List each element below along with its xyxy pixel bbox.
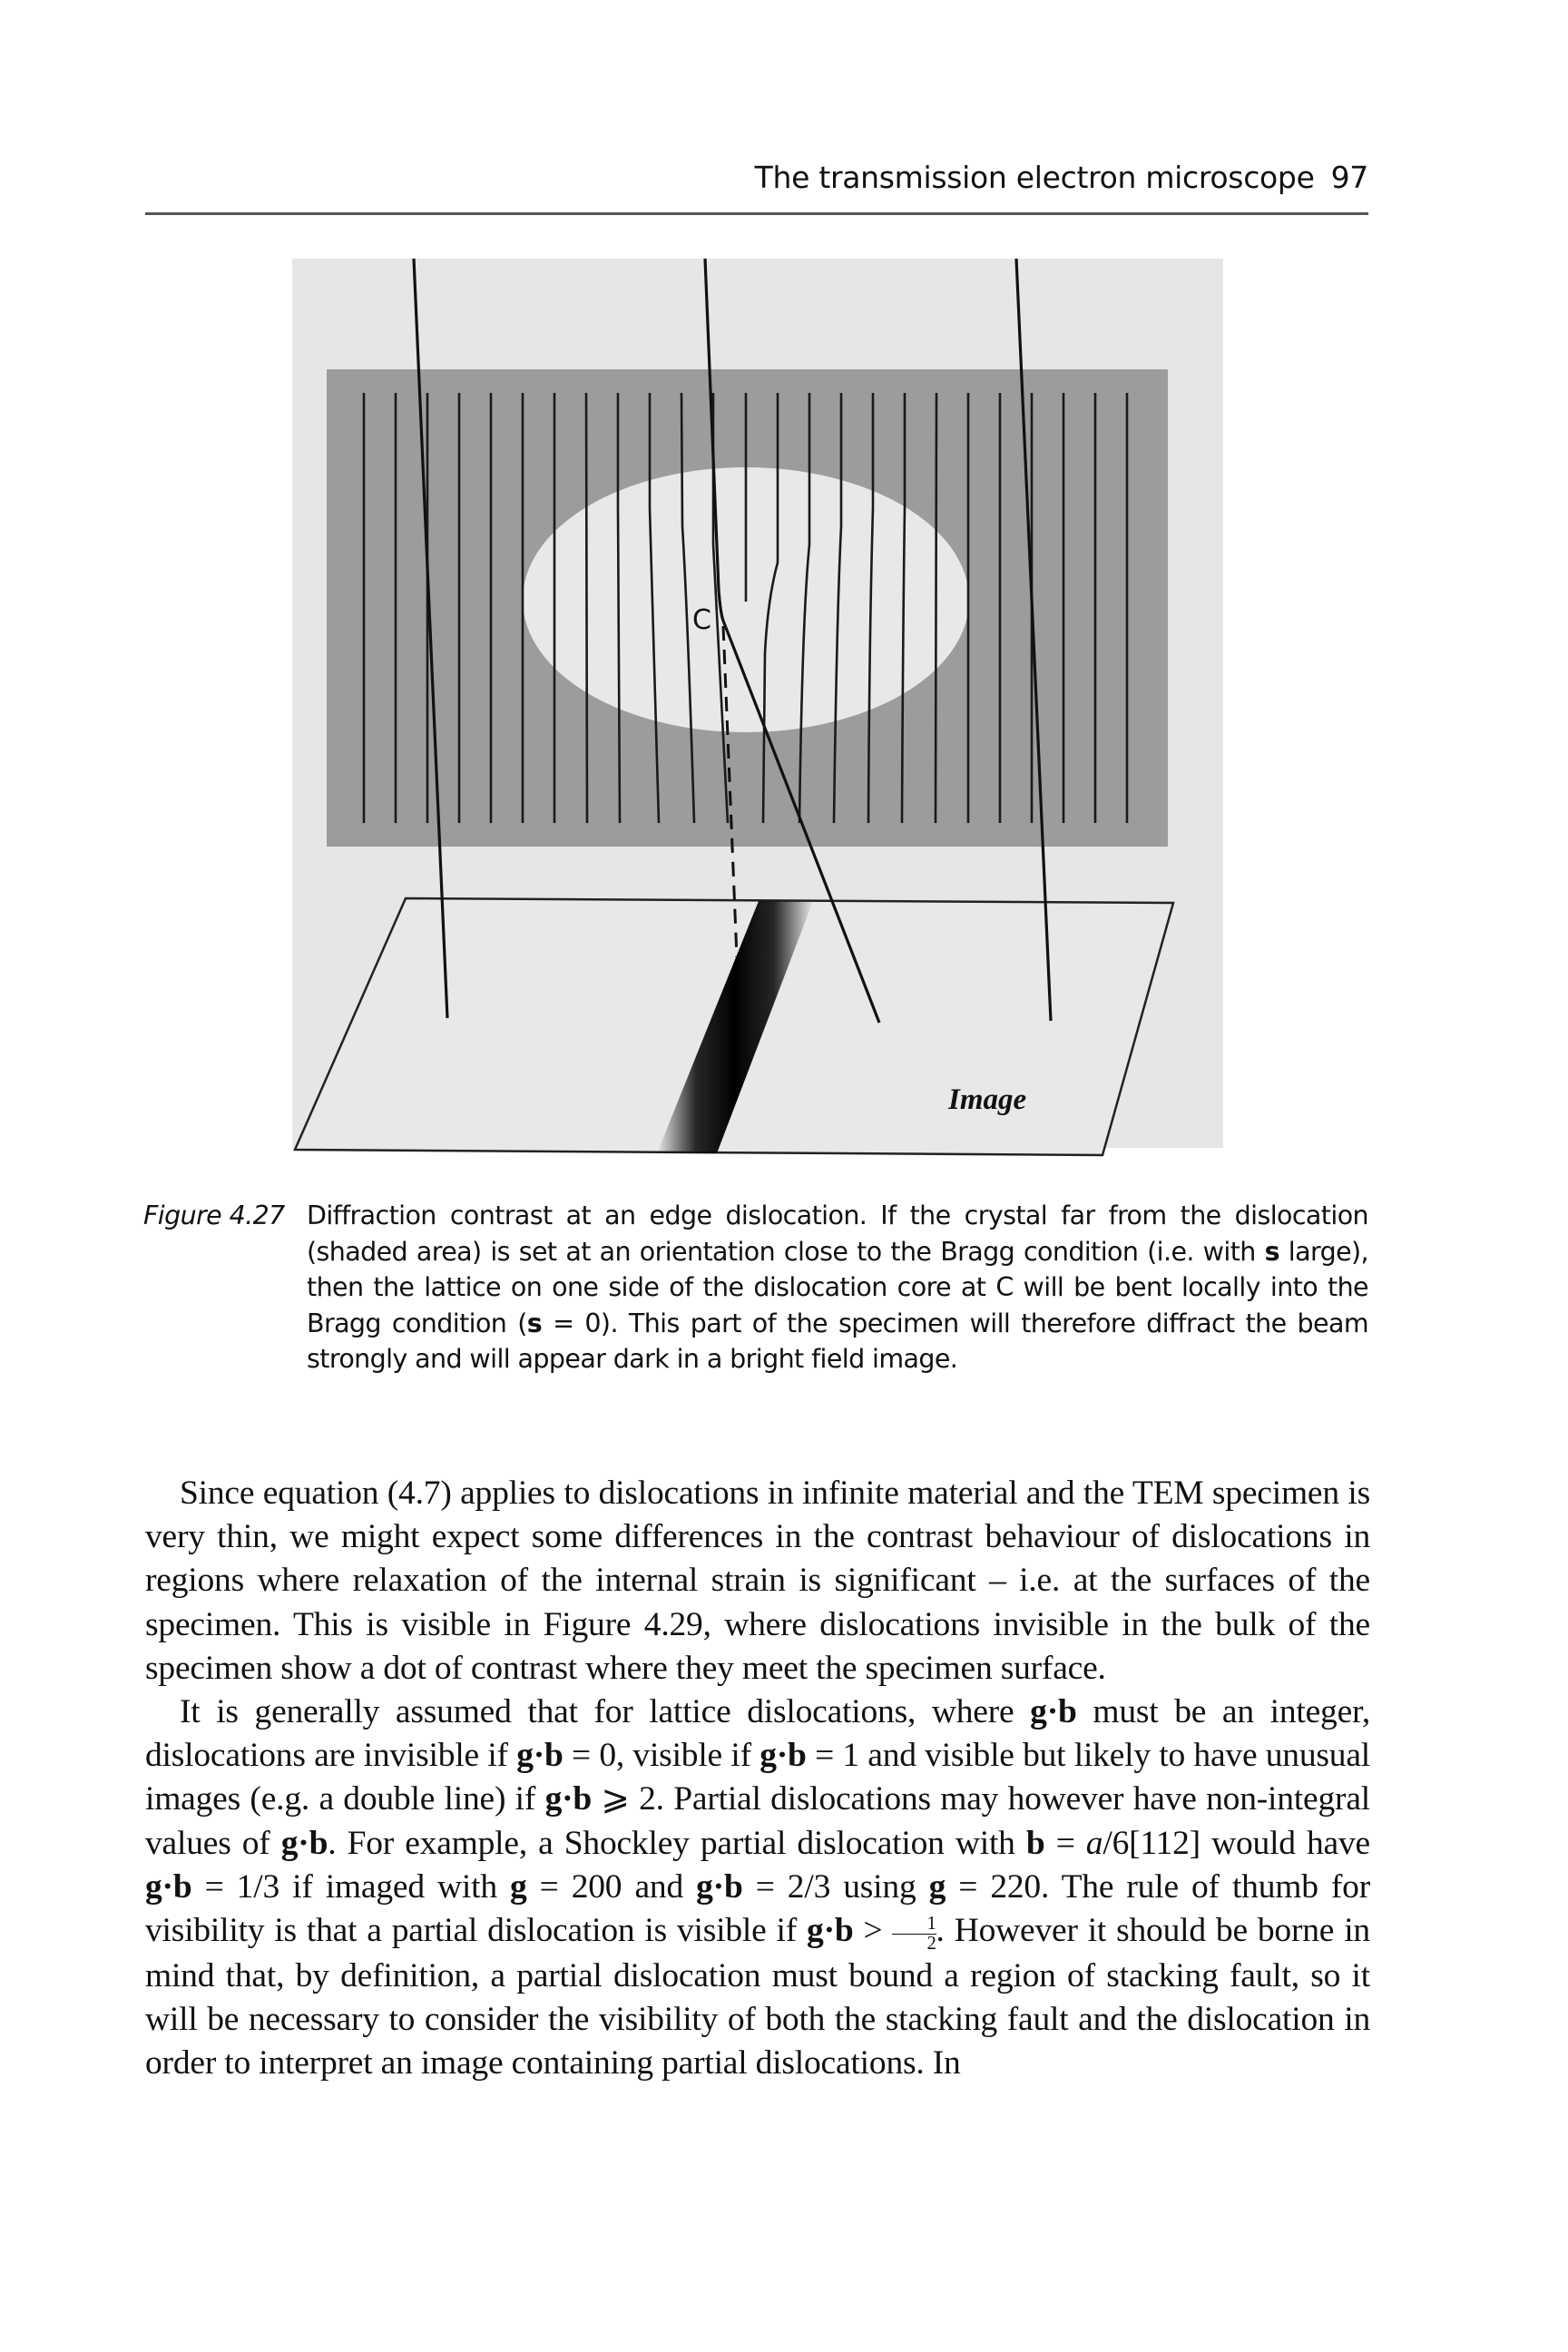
image-plane-label: Image bbox=[948, 1083, 1027, 1116]
running-title: The transmission electron microscope bbox=[754, 160, 1315, 195]
page-number: 97 bbox=[1330, 160, 1368, 195]
caption-text: Diffraction contrast at an edge dislocation. If the crystal far from the dislocation (shaded area) is set at an orientation close to the Bragg condition (i.e. with s large), then the lattice on one side of the dislocation core at C will be bent locally into the Bragg condition (s = 0). This part of the specimen will therefore diffract the beam strongly and will appear dark in a bright field image. bbox=[307, 1200, 1368, 1374]
figure-label: Figure 4.27 bbox=[143, 1200, 285, 1230]
paragraph-1: Since equation (4.7) applies to dislocations in infinite material and the TEM specimen is very thin, we might expect some differences in the contrast behaviour of dislocations in regions where relaxation of the internal strain is significant – i.e. at the surfaces of the specimen. This is visible in Figure 4.29, where dislocations invisible in the bulk of the specimen show a dot of contrast where they meet the specimen surface. bbox=[145, 1475, 1370, 1687]
body-text bbox=[145, 1472, 1370, 2086]
figure-caption bbox=[143, 1198, 1368, 1377]
paragraph-2: It is generally assumed that for lattice dislocations, where g·b must be an integer, dislocations are invisible if g·b = 0, visible if g·b = 1 and visible but likely to have unusual images (e.g. a double line) if g·b ⩾ 2. Partial dislocations may however have non-integral values of g·b. For example, a Shockley partial dislocation with b = a/6[112] would have g·b = 1/3 if imaged with g = 200 and g·b = 2/3 using g = 220. The rule of thumb for visibility is that a partial dislocation is visible if g·b > $\frac{1}{2}$ . However it should be borne in mind that, by definition, a partial dislocation must bound a region of stacking fault, so it will be necessary to consider the visibility of both the stacking fault and the dislocation in order to interpret an image containing partial dislocations. In bbox=[145, 1693, 1371, 2082]
fraction-one-half: $\frac{1}{2}$ bbox=[892, 1915, 936, 1955]
core-label-c: C bbox=[692, 604, 711, 636]
